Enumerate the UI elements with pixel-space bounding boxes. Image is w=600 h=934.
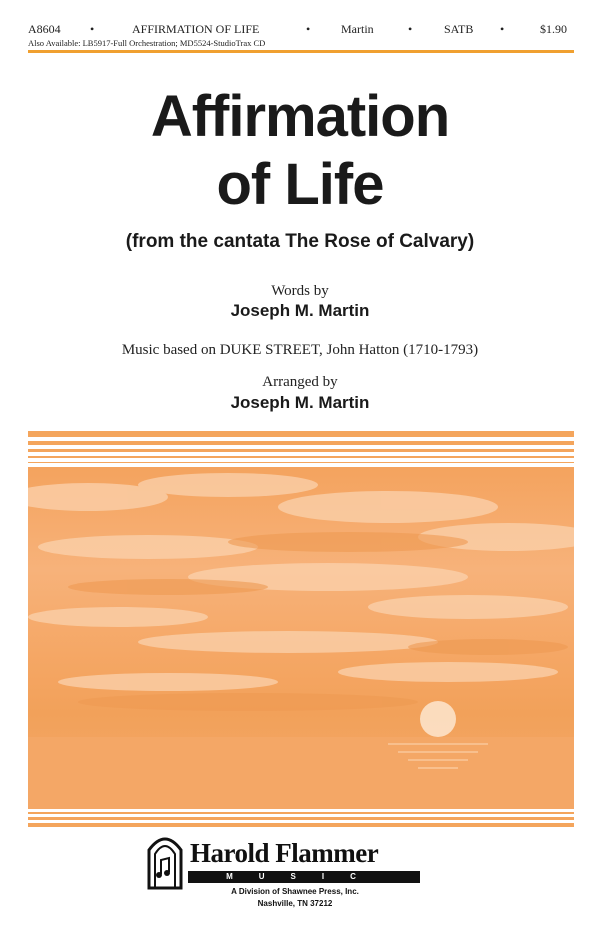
decor-stripe	[28, 431, 574, 437]
publisher-name: Harold Flammer	[190, 838, 379, 868]
title-line-2: of Life	[216, 152, 384, 217]
header-bullet: •	[408, 22, 413, 36]
sunset-clouds-illustration	[28, 467, 574, 809]
church-logo-icon	[145, 830, 185, 890]
title-line-1: Affirmation	[150, 84, 450, 149]
header-bullet: •	[90, 22, 95, 36]
header-row	[28, 22, 574, 36]
arranged-label: Arranged by	[262, 374, 338, 390]
music-credit: Music based on DUKE STREET, John Hatton (1710-1793)	[121, 342, 479, 358]
decor-stripe	[28, 462, 574, 463]
decor-stripe	[28, 449, 574, 452]
publisher-city: Nashville, TN 37212	[257, 899, 333, 908]
words-label: Words by	[271, 283, 329, 299]
catalog-number: A8604	[28, 22, 61, 36]
also-available: Also Available: LB5917-Full Orchestration; MD5524-StudioTrax CD	[28, 38, 266, 48]
header-bullet: •	[306, 22, 311, 36]
arranged-name: Joseph M. Martin	[230, 393, 370, 412]
header-voicing: SATB	[444, 22, 474, 36]
header-composer: Martin	[341, 22, 374, 36]
publisher-logo	[145, 826, 445, 916]
decor-stripe	[28, 441, 574, 445]
decor-stripe	[28, 456, 574, 458]
subtitle: (from the cantata The Rose of Calvary)	[125, 231, 475, 252]
publisher-division: A Division of Shawnee Press, Inc.	[231, 887, 359, 896]
sunset-photo	[28, 467, 574, 809]
publisher-tagline: MUSIC	[188, 871, 420, 883]
decor-stripe	[28, 812, 574, 814]
header-price: $1.90	[540, 22, 567, 36]
decor-stripe	[28, 817, 574, 820]
header-rule	[28, 50, 574, 53]
header-bullet: •	[500, 22, 505, 36]
header-title: AFFIRMATION OF LIFE	[132, 22, 260, 36]
words-name: Joseph M. Martin	[230, 301, 370, 320]
